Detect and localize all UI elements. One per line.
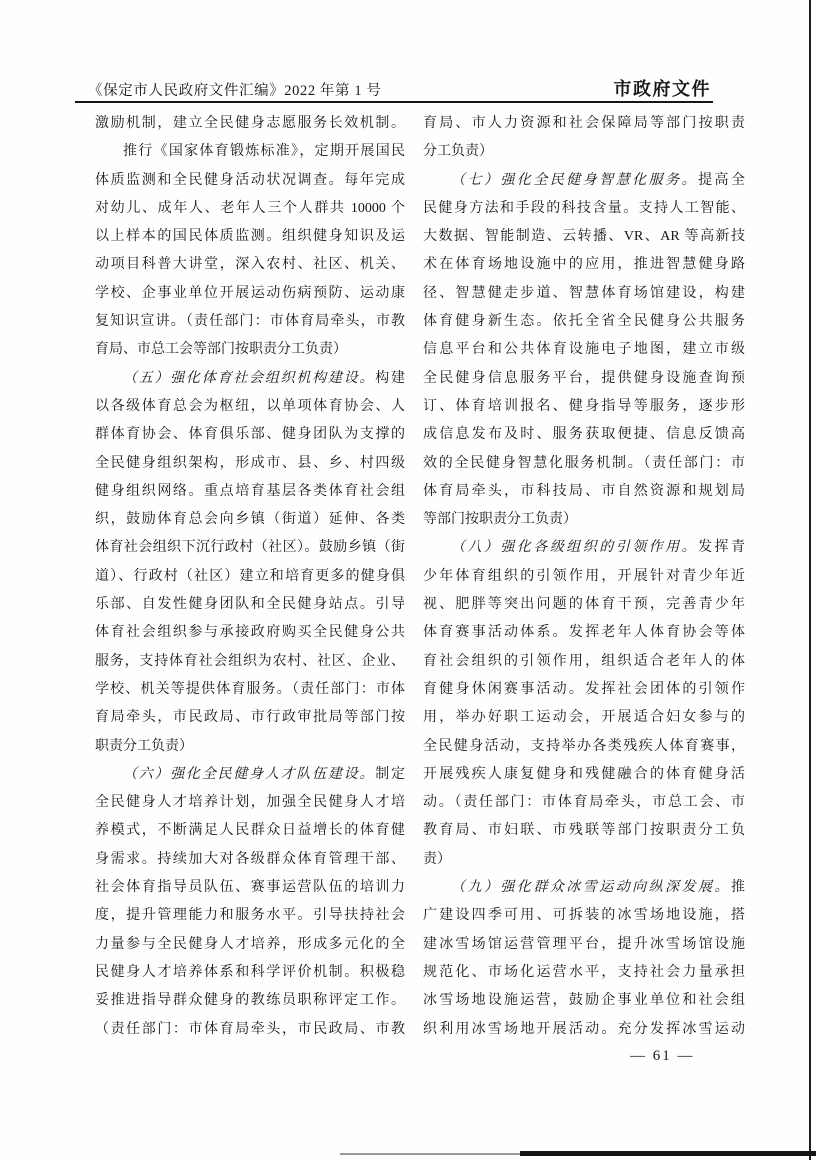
text-line — [423, 619, 745, 647]
section-heading: （八）强化各级组织的引领作用。 — [451, 540, 699, 556]
line-text: 以各级体育总会为枢纽，以单项体育协会、人 — [95, 398, 405, 414]
line-text: 体育局牵头，市科技局、市自然资源和规划局 — [423, 483, 745, 499]
text-line — [95, 733, 405, 761]
text-line — [95, 365, 405, 393]
line-text: 全民健身信息服务平台，提供健身设施查询预 — [423, 370, 745, 386]
text-line — [95, 789, 405, 817]
text-line — [95, 619, 405, 647]
text-line — [95, 308, 405, 336]
line-text: （责任部门：市体育局牵头，市民政局、市教 — [95, 1021, 405, 1037]
text-line — [423, 167, 745, 195]
line-text: 力量参与全民健身人才培养，形成多元化的全 — [95, 936, 405, 952]
text-line — [95, 761, 405, 789]
text-line — [423, 223, 745, 251]
line-text: 体质监测和全民健身活动状况调查。每年完成 — [95, 172, 405, 188]
text-line — [95, 987, 405, 1015]
line-text: 术在体育场地设施中的应用，推进智慧健身路 — [423, 257, 745, 273]
line-text: 冰雪场地设施运营，鼓励企事业单位和社会组 — [423, 993, 745, 1009]
line-text: 妥推进指导群众健身的教练员职称评定工作。 — [95, 993, 405, 1009]
section-heading: （七）强化全民健身智慧化服务。 — [451, 172, 699, 188]
section-heading: （六）强化全民健身人才队伍建设。 — [123, 766, 376, 782]
scan-edge-bottom-dark — [520, 1151, 816, 1156]
line-text: 大数据、智能制造、云转播、VR、AR 等高新技 — [423, 229, 745, 245]
text-line — [95, 676, 405, 704]
line-text: 订、体育培训报名、健身指导等服务，逐步形 — [423, 398, 745, 414]
text-line — [423, 676, 745, 704]
line-text: 道）、行政村（社区）建立和培育更多的健身俱 — [95, 568, 405, 584]
text-line — [95, 223, 405, 251]
text-line — [423, 704, 745, 732]
line-text: 学校、机关等提供体育服务。（责任部门：市体 — [95, 681, 405, 697]
line-text: 推行《国家体育锻炼标准》，定期开展国民 — [123, 144, 405, 160]
text-line — [95, 1016, 405, 1044]
line-text: 育健身休闲赛事活动。发挥社会团体的引领作 — [423, 681, 745, 697]
text-line — [423, 931, 745, 959]
scan-edge-right — [809, 0, 811, 1160]
line-text: 发挥青 — [698, 540, 746, 556]
text-line — [95, 336, 405, 364]
line-text: 身需求。持续加大对各级群众体育管理干部、 — [95, 851, 405, 867]
text-line — [95, 421, 405, 449]
text-line — [95, 110, 405, 138]
text-line — [95, 393, 405, 421]
line-text: 育局、市总工会等部门按职责分工负责） — [95, 342, 347, 358]
text-line — [423, 251, 745, 279]
text-line — [95, 902, 405, 930]
line-text: 分工负责） — [423, 144, 493, 160]
text-line — [95, 563, 405, 591]
line-text: 乐部、自发性健身团队和全民健身站点。引导 — [95, 597, 405, 613]
line-text: 社会体育指导员队伍、赛事运营队伍的培训力 — [95, 880, 405, 896]
text-line — [95, 959, 405, 987]
line-text: 少年体育组织的引领作用，开展针对青少年近 — [423, 568, 745, 584]
line-text: 动。（责任部门：市体育局牵头，市总工会、市 — [423, 795, 745, 811]
text-line — [95, 648, 405, 676]
header-rule — [75, 101, 713, 103]
text-line — [95, 591, 405, 619]
line-text: 服务，支持体育社会组织为农村、社区、企业、 — [95, 653, 405, 669]
line-text: 育局牵头，市民政局、市行政审批局等部门按 — [95, 710, 405, 726]
line-text: 健身组织网络。重点培育基层各类体育社会组 — [95, 483, 405, 499]
line-text: 对幼儿、成年人、老年人三个人群共 10000 个 — [95, 200, 405, 216]
text-line — [423, 987, 745, 1015]
line-text: 体育社会组织参与承接政府购买全民健身公共 — [95, 625, 405, 641]
text-line — [95, 506, 405, 534]
column-left — [95, 110, 405, 1044]
section-heading: （九）强化群众冰雪运动向纵深发展。 — [451, 880, 731, 896]
line-text: 全民健身活动，支持举办各类残疾人体育赛事， — [423, 738, 745, 754]
line-text: 复知识宣讲。（责任部门：市体育局牵头，市教 — [95, 314, 405, 330]
page-number: — 61 — — [630, 1048, 695, 1064]
text-line — [423, 1016, 745, 1044]
text-line — [423, 506, 745, 534]
text-line — [423, 789, 745, 817]
line-text: 以上样本的国民体质监测。组织健身知识及运 — [95, 229, 405, 245]
section-heading: （五）强化体育社会组织机构建设。 — [123, 370, 376, 386]
text-line — [423, 874, 745, 902]
line-text: 全民健身人才培养计划，加强全民健身人才培 — [95, 795, 405, 811]
text-line — [95, 138, 405, 166]
text-line — [423, 648, 745, 676]
line-text: 构建 — [375, 370, 405, 386]
text-line — [95, 817, 405, 845]
text-line — [95, 931, 405, 959]
line-text: 等部门按职责分工负责） — [423, 512, 577, 528]
line-text: 育局、市人力资源和社会保障局等部门按职责 — [423, 116, 745, 131]
text-line — [95, 280, 405, 308]
line-text: 教育局、市妇联、市残联等部门按职责分工负 — [423, 823, 745, 839]
text-line — [423, 591, 745, 619]
line-text: 养模式，不断满足人民群众日益增长的体育健 — [95, 823, 405, 839]
line-text: 体育社会组织下沉行政村（社区）。鼓励乡镇（街 — [95, 540, 405, 556]
text-line — [95, 846, 405, 874]
line-text: 民健身方法和手段的科技含量。支持人工智能、 — [423, 200, 745, 216]
text-line — [423, 393, 745, 421]
text-line — [95, 704, 405, 732]
line-text: 径、智慧健走步道、智慧体育场馆建设，构建 — [423, 285, 745, 301]
text-line — [423, 733, 745, 761]
text-line — [95, 167, 405, 195]
line-text: 育社会组织的引领作用，组织适合老年人的体 — [423, 653, 745, 669]
text-line — [423, 478, 745, 506]
text-line — [423, 336, 745, 364]
line-text: 责） — [423, 851, 451, 867]
text-line — [423, 846, 745, 874]
text-line — [95, 874, 405, 902]
text-line — [95, 251, 405, 279]
scan-edge-bottom-light — [340, 1153, 525, 1155]
line-text: 建冰雪场馆运营管理平台，提升冰雪场馆设施 — [423, 936, 745, 952]
line-text: 体育健身新生态。依托全省全民健身公共服务 — [423, 314, 745, 330]
text-line — [423, 195, 745, 223]
line-text: 织利用冰雪场地开展活动。充分发挥冰雪运动 — [423, 1021, 745, 1037]
text-line — [423, 421, 745, 449]
text-line — [423, 761, 745, 789]
line-text: 推 — [731, 880, 745, 896]
line-text: 织，鼓励体育总会向乡镇（街道）延伸、各类 — [95, 512, 405, 528]
text-line — [423, 280, 745, 308]
line-text: 动项目科普大讲堂，深入农村、社区、机关、 — [95, 257, 405, 273]
line-text: 制定 — [375, 766, 405, 782]
text-line — [423, 563, 745, 591]
text-line — [423, 534, 745, 562]
line-text: 效的全民健身智慧化服务机制。（责任部门：市 — [423, 455, 745, 471]
text-line — [423, 959, 745, 987]
line-text: 视、肥胖等突出问题的体育干预，完善青少年 — [423, 597, 745, 613]
column-right — [423, 110, 745, 1044]
line-text: 职责分工负责） — [95, 738, 193, 754]
line-text: 提高全 — [698, 172, 746, 188]
header-section-label: 市政府文件 — [613, 79, 711, 99]
line-text: 信息平台和公共体育设施电子地图，建立市级 — [423, 342, 745, 358]
text-line — [423, 138, 745, 166]
line-text: 规范化、市场化运营水平，支持社会力量承担 — [423, 964, 745, 980]
text-line — [423, 450, 745, 478]
line-text: 激励机制，建立全民健身志愿服务长效机制。 — [95, 116, 405, 131]
text-line — [95, 534, 405, 562]
line-text: 学校、企事业单位开展运动伤病预防、运动康 — [95, 285, 405, 301]
header-journal-title: 《保定市人民政府文件汇编》2022 年第 1 号 — [88, 83, 382, 99]
line-text: 群体育协会、体育俱乐部、健身团队为支撑的 — [95, 427, 405, 443]
text-line — [423, 308, 745, 336]
text-line — [95, 478, 405, 506]
text-line — [423, 902, 745, 930]
line-text: 成信息发布及时、服务获取便捷、信息反馈高 — [423, 427, 745, 443]
line-text: 体育赛事活动体系。发挥老年人体育协会等体 — [423, 625, 745, 641]
line-text: 开展残疾人康复健身和残健融合的体育健身活 — [423, 766, 745, 782]
text-line — [95, 195, 405, 223]
line-text: 民健身人才培养体系和科学评价机制。积极稳 — [95, 964, 405, 980]
text-line — [95, 450, 405, 478]
line-text: 度，提升管理能力和服务水平。引导扶持社会 — [95, 908, 405, 924]
line-text: 全民健身组织架构，形成市、县、乡、村四级 — [95, 455, 405, 471]
text-line — [423, 110, 745, 138]
line-text: 用，举办好职工运动会，开展适合妇女参与的 — [423, 710, 745, 726]
text-line — [423, 365, 745, 393]
text-line — [423, 817, 745, 845]
line-text: 广建设四季可用、可拆装的冰雪场地设施，搭 — [423, 908, 745, 924]
